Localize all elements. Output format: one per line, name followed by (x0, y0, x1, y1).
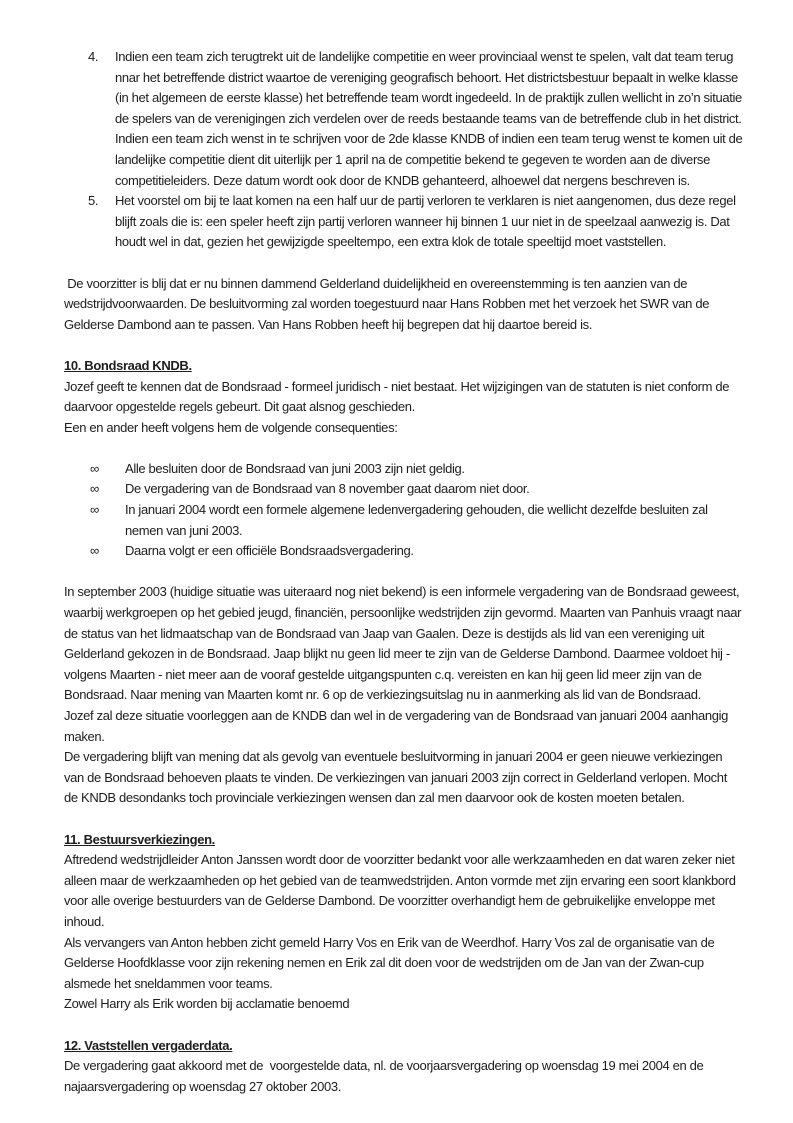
bullet-item (90, 479, 743, 500)
bullet-item (90, 500, 743, 541)
bullet-item-text: In januari 2004 wordt een formele algemene ledenvergadering gehouden, die wellicht dezelfde besluiten zal nemen van juni 2003. (125, 502, 711, 538)
infinity-bullet-icon: ∞ (90, 543, 99, 559)
bullet-item-text: De vergadering van de Bondsraad van 8 november gaat daarom niet door. (125, 481, 530, 497)
paragraph-vergadering-mening: De vergadering blijft van mening dat als gevolg van eventuele besluitvorming in januari 2004 er geen nieuwe verkiezingen van de Bondsraad behoeven plaats te vinden. De verkiezingen van januari 2003 zijn correct in Gelderland verlopen. Mocht de KNDB desondanks toch provinciale verkiezingen wensen dan zal men daarvoor ook de kosten moeten betalen. (64, 749, 731, 806)
infinity-bullet-icon: ∞ (90, 460, 99, 476)
numbered-list (64, 47, 746, 253)
bullet-item-text: Alle besluiten door de Bondsraad van juni 2003 zijn niet geldig. (125, 460, 465, 476)
paragraph-voorzitter: De voorzitter is blij dat er nu binnen dammend Gelderland duidelijkheid en overeenstemming is ten aanzien van de wedstrijdvoorwaarden. De besluitvorming zal worden toegestuurd naar Hans Robben met het verzoek het SWR van de Gelderse Dambond aan te passen. Van Hans Robben heeft hij begrepen dat hij daartoe bereid is. (64, 275, 713, 332)
paragraph-vervangers: Als vervangers van Anton hebben zicht gemeld Harry Vos en Erik van de Weerdhof. Harry Vos zal de organisatie van de Gelderse Hoofdklasse voor zijn rekening nemen en Erik zal dit doen voor de wedstrijden om de Jan van der Zwan-cup alsmede het sneldammen voor teams. (64, 934, 718, 991)
heading-section-12: 12. Vaststellen vergaderdata. (64, 1037, 233, 1053)
paragraph-vergaderdata: De vergadering gaat akkoord met de voorgestelde data, nl. de voorjaarsvergadering op woensdag 19 mei 2004 en de najaarsvergadering op woensdag 27 oktober 2003. (64, 1058, 707, 1094)
paragraph-september-2003: In september 2003 (huidige situatie was uiteraard nog niet bekend) is een informele vergadering van de Bondsraad geweest, waarbij werkgroepen op het gebied jeugd, financiën, persoonlijke wedstrijden zijn gevormd. Maarten van Panhuis vraagt naar de status van het lidmaatschap van de Bondsraad van Jaap van Gaalen. Deze is destijds als lid van een vereniging uit Gelderland gekozen in de Bondsraad. Jaap blijkt nu geen lid meer te zijn van de Gelderse Dambond. Daarmee voldoet hij - volgens Maarten - niet meer aan de vooraf gestelde uitgangspunten c.q. vereisten en kan hij geen lid meer zijn van de Bondsraad. Naar mening van Maarten komt nr. 6 op de verkiezingsuitslag nu in aanmerking als lid van de Bondsraad. (64, 584, 745, 703)
paragraph-aftredend: Aftredend wedstrijdleider Anton Janssen wordt door de voorzitter bedankt voor alle werkzaamheden en dat waren zeker niet alleen maar de werkzaamheden op het gebied van de teamwedstrijden. Anton vormde met zijn ervaring een soort klankbord voor alle overige bestuurders van de Gelderse Dambond. De voorzitter overhandigt hem de gebruikelijke enveloppe met inhoud. (64, 852, 739, 929)
infinity-bullet-icon: ∞ (90, 502, 99, 518)
paragraph-jozef-situatie: Jozef zal deze situatie voorleggen aan de KNDB dan wel in de vergadering van de Bondsraad van januari 2004 aanhangig maken. (64, 708, 732, 744)
list-item-text: Het voorstel om bij te laat komen na een half uur de partij verloren te verklaren is niet aangenomen, dus deze regel blijft zoals die is: een speler heeft zijn partij verloren wanneer hij binnen 1 uur niet in de speelzaal aanwezig is. Dat houdt wel in dat, gezien het gewijzigde speeltempo, een extra klok de totale speeltijd moet vaststellen. (115, 193, 739, 250)
paragraph-acclamatie: Zowel Harry als Erik worden bij acclamatie benoemd (64, 996, 350, 1012)
bullet-item (90, 459, 743, 480)
paragraph-consequenties: Een en ander heeft volgens hem de volgende consequenties: (64, 419, 398, 435)
list-item (88, 47, 746, 191)
list-item-number: 5. (88, 193, 99, 209)
bullet-item-text: Daarna volgt er een officiële Bondsraadsvergadering. (125, 543, 414, 559)
list-item-number: 4. (88, 49, 99, 64)
infinity-bullet-icon: ∞ (90, 481, 99, 497)
heading-section-10: 10. Bondsraad KNDB. (64, 357, 192, 373)
bullet-list (64, 459, 743, 562)
paragraph-bondsraad-intro: Jozef geeft te kennen dat de Bondsraad - formeel juridisch - niet bestaat. Het wijzigingen van de statuten is niet conform de daarvoor opgestelde regels gebeurt. Dit gaat alsnog geschieden. (64, 378, 733, 415)
list-item-text: Indien een team zich terugtrekt uit de landelijke competitie en weer provinciaal wenst te spelen, valt dat team terug nnar het betreffende district waartoe de vereniging geografisch behoort. Het districtsbestuur bepaalt in welke klasse (in het algemeen de eerste klasse) het betreffende team wordt ingedeeld. In de praktijk zullen wellicht in zo’n situatie de spelers van de verenigingen zich verdelen over de reeds bestaande teams van de betreffende club in het district. Indien een team zich wenst in te schrijven voor de 2de klasse KNDB of indien een team terug wenst te komen uit de landelijke competitie dient dit uiterlijk per 1 april na de competitie bekend te gegeven te worden aan de diverse competitieleiders. Deze datum wordt ook door de KNDB gehanteerd, alhoewel dat nergens beschreven is. (115, 49, 746, 188)
bullet-item (90, 541, 743, 562)
heading-section-11: 11. Bestuursverkiezingen. (64, 831, 215, 847)
list-item (88, 191, 743, 253)
